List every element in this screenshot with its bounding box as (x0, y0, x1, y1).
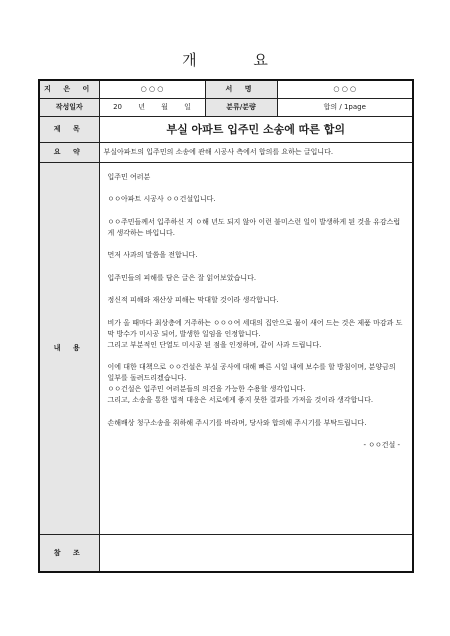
content-paragraph (108, 217, 405, 239)
content-line: 이에 대한 대책으로 ㅇㅇ건설은 부실 공사에 대해 빠른 시일 내에 보수를 할 방침이며, 분양금의 일부를 돌려드리겠습니다. (107, 363, 396, 382)
content-paragraph (108, 362, 405, 406)
content-paragraph (108, 273, 405, 284)
content-line: 정신적 피해와 재산상 피해는 막대할 것이라 생각합니다. (107, 296, 279, 304)
content-paragraph (108, 318, 405, 351)
content-line: 그리고 부분적인 단열도 미시공 된 점을 인정하며, 같이 사과 드립니다. (107, 340, 322, 349)
summary-label: 요 약 (39, 142, 99, 162)
date-value: 20 년 월 일 (99, 98, 205, 116)
content-line: 먼저 사과의 말씀을 전합니다. (107, 251, 198, 259)
content-body (99, 162, 413, 534)
content-line: ㅇㅇ건설은 입주민 여러분들의 의견을 가능한 수용할 생각입니다. (107, 385, 306, 393)
content-paragraph (108, 194, 405, 205)
content-line: ㅇㅇ주민들께서 입주하신 지 ㅇ해 년도 되지 않아 이런 불미스런 일이 발생하게 된 것을 유감스럽게 생각하는 바입니다. (107, 217, 401, 237)
sign-label: 서 명 (205, 80, 277, 98)
signature: - ㅇㅇ건설 - (363, 441, 400, 449)
content-paragraphs (108, 172, 405, 429)
reference-label: 참 조 (39, 534, 99, 572)
content-paragraph (108, 418, 405, 429)
subject-label: 제 목 (39, 116, 99, 142)
overview-form (38, 79, 414, 573)
subject-value: 부실 아파트 입주민 소송에 따른 합의 (99, 116, 413, 142)
content-line: 그리고, 소송을 통한 법적 대응은 서로에게 좋지 못한 결과를 가져올 것이라 생각합니다. (107, 396, 374, 404)
content-line: 손해배상 청구소송을 취하해 주시기를 바라며, 당사와 합의해 주시기를 부탁드립니다. (107, 418, 367, 427)
content-line: ㅇㅇ아파트 시공사 ㅇㅇ건설입니다. (107, 195, 216, 203)
summary-value: 부실아파트의 입주민의 소송에 관해 시공사 측에서 합의를 요하는 글입니다. (99, 142, 413, 162)
content-paragraph (108, 295, 405, 306)
content-line: 비가 올 때마다 최상층에 거주하는 ㅇㅇㅇ여 세대의 집안으로 물이 새어 드는 것은 제품 마감과 도막 방수가 미시공 되어, 발생한 일임을 인정합니다. (107, 318, 403, 338)
content-label: 내 용 (39, 162, 99, 534)
date-label: 작성일자 (39, 98, 99, 116)
content-line: 입주민들의 피해를 담은 글은 잘 읽어보았습니다. (107, 273, 257, 282)
sign-value: ○ ○ ○ (277, 80, 413, 98)
category-label: 분류/분량 (205, 98, 277, 116)
author-value: ○ ○ ○ (99, 80, 205, 98)
reference-value (99, 534, 413, 572)
content-paragraph (108, 250, 405, 261)
content-line: 입주민 여러분 (107, 172, 151, 181)
content-paragraph (108, 172, 405, 183)
category-value: 합의 / 1page (277, 98, 413, 116)
document-title: 개 요 (182, 51, 294, 69)
author-label: 지 은 이 (39, 80, 99, 98)
